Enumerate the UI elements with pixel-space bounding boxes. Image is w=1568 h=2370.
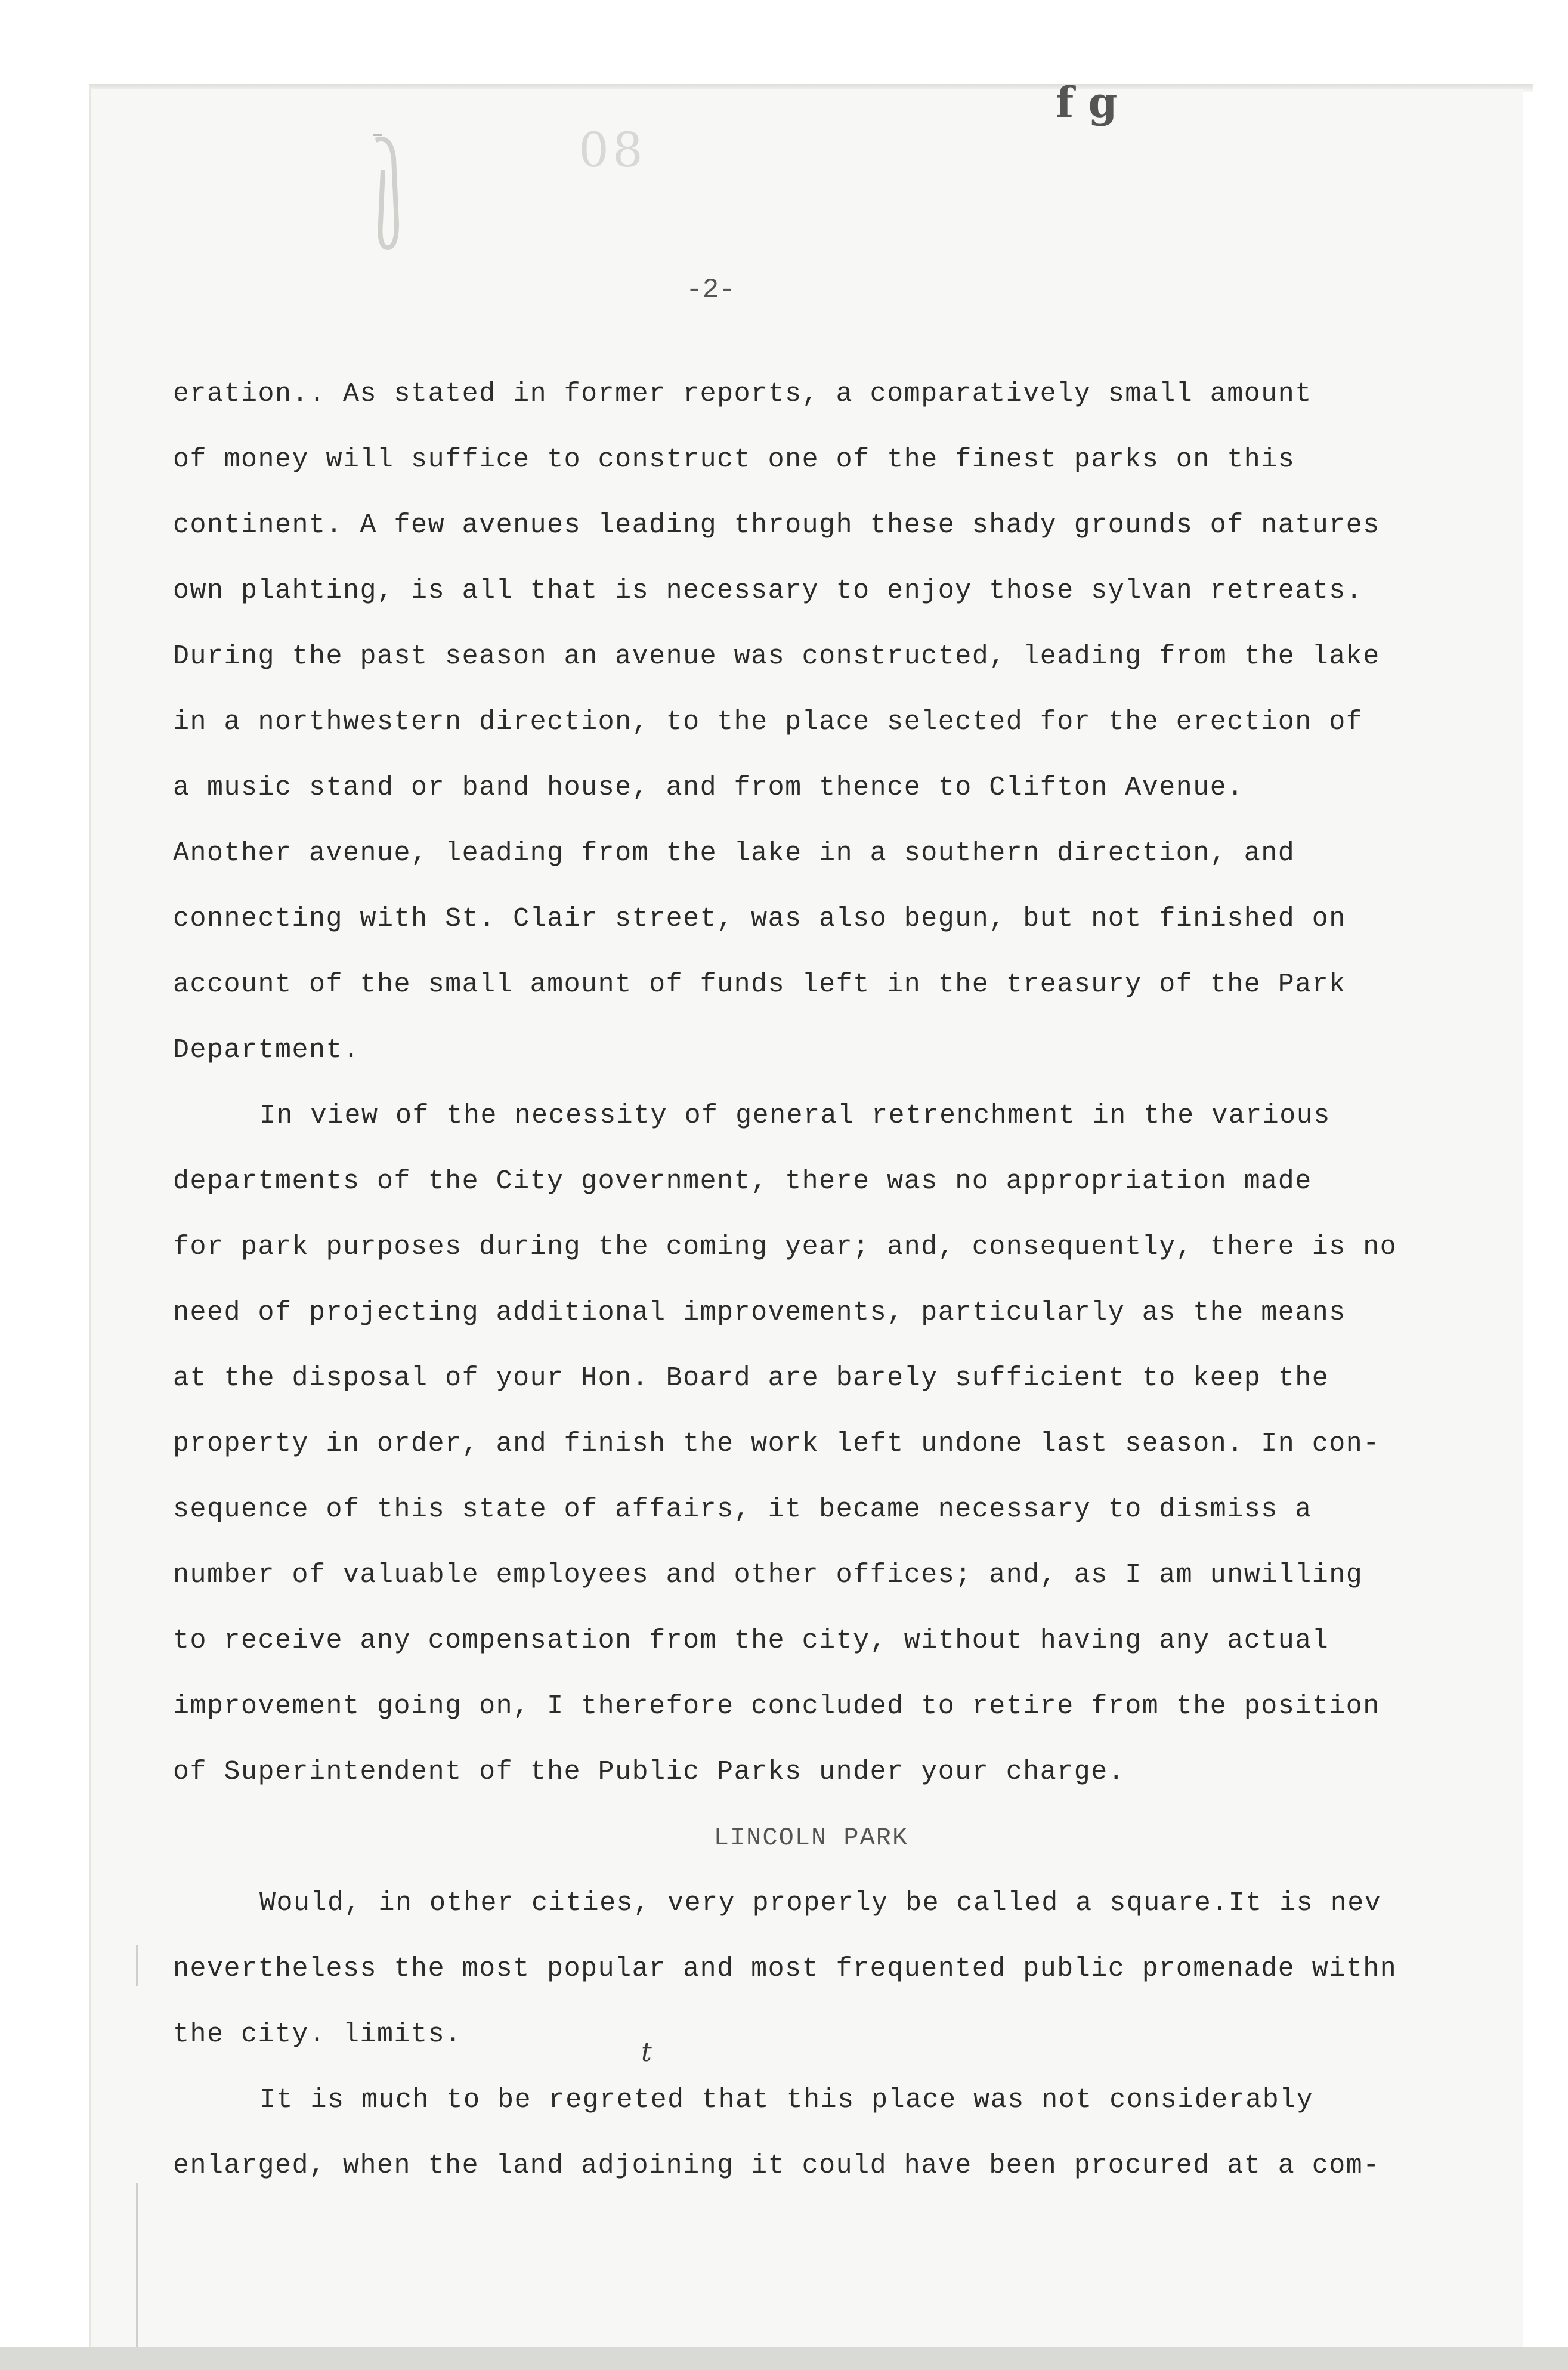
text-line: own plahting, is all that is necessary to enjoy those sylvan retreats. — [173, 576, 1363, 606]
text-line: It is much to be regreted that this place was not considerably — [259, 2085, 1314, 2115]
text-line: to receive any compensation from the city, without having any actual — [173, 1626, 1329, 1656]
text-line: connecting with St. Clair street, was also begun, but not finished on — [173, 904, 1346, 934]
faint-archive-number: 08 — [579, 122, 647, 178]
text-line: for park purposes during the coming year; and, consequently, there is no — [173, 1232, 1397, 1262]
paper-clip-mark — [370, 134, 412, 254]
left-margin-rule — [136, 1945, 138, 1986]
section-heading: LINCOLN PARK — [713, 1824, 909, 1852]
text-line: need of projecting additional improvements, particularly as the means — [173, 1297, 1346, 1328]
text-line: nevertheless the most popular and most frequented public promenade withn — [173, 1954, 1397, 1984]
paragraph-4 — [173, 2068, 1449, 2199]
text-line: at the disposal of your Hon. Board are barely sufficient to keep the — [173, 1363, 1329, 1393]
page-number: -2- — [686, 274, 735, 305]
text-line: Another avenue, leading from the lake in a southern direction, and — [173, 838, 1295, 869]
text-line: property in order, and finish the work left undone last season. In con- — [173, 1429, 1380, 1459]
text-line: in a northwestern direction, to the place selected for the erection of — [173, 707, 1363, 737]
text-line: of Superintendent of the Public Parks under your charge. — [173, 1757, 1125, 1787]
handwritten-insertion-t: t — [641, 2037, 652, 2068]
corner-pen-marks: f g — [1056, 78, 1118, 127]
text-line: a music stand or band house, and from thence to Clifton Avenue. — [173, 773, 1244, 803]
text-line: During the past season an avenue was constructed, leading from the lake — [173, 641, 1380, 672]
text-line: number of valuable employees and other offices; and, as I am unwilling — [173, 1560, 1363, 1590]
text-line: sequence of this state of affairs, it became necessary to dismiss a — [173, 1494, 1312, 1525]
text-line: eration.. As stated in former reports, a comparatively small amount — [173, 379, 1312, 409]
text-line: enlarged, when the land adjoining it could have been procured at a com- — [173, 2150, 1380, 2181]
text-line: In view of the necessity of general retrenchment in the various — [259, 1101, 1331, 1131]
text-line: Would, in other cities, very properly be called a square.It is nev — [259, 1888, 1382, 1918]
text-line: the city. limits. — [173, 2019, 462, 2050]
text-line: departments of the City government, there was no appropriation made — [173, 1166, 1312, 1197]
paragraph-1 — [173, 361, 1449, 1083]
text-line: improvement going on, I therefore concluded to retire from the position — [173, 1691, 1380, 1722]
text-line: Department. — [173, 1035, 360, 1065]
scan-bottom-edge — [0, 2347, 1568, 2370]
paragraph-3 — [173, 1871, 1449, 2068]
text-line: continent. A few avenues leading through these shady grounds of natures — [173, 510, 1380, 540]
paragraph-2 — [173, 1083, 1449, 1805]
text-line: account of the small amount of funds left in the treasury of the Park — [173, 969, 1346, 1000]
text-line: of money will suffice to construct one of the finest parks on this — [173, 444, 1295, 475]
document-body — [173, 361, 1449, 2199]
left-margin-rule — [136, 2183, 138, 2350]
